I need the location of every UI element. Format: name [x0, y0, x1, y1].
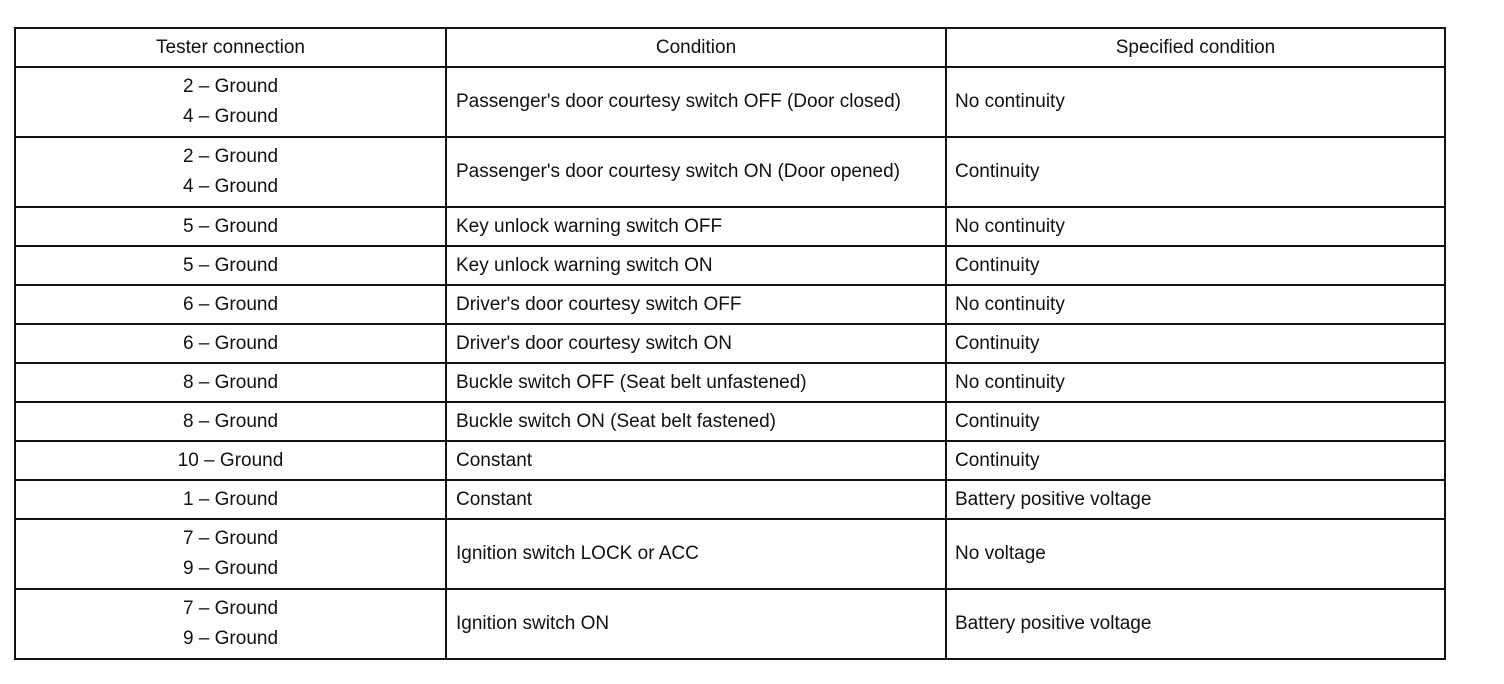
table-row — [15, 324, 1445, 363]
table-row — [15, 67, 1445, 137]
specified-condition-cell: No voltage — [946, 519, 1445, 589]
tester-connection-cell — [15, 480, 446, 519]
continuity-spec-table — [14, 27, 1446, 660]
specified-condition-cell: Battery positive voltage — [946, 589, 1445, 659]
table-row — [15, 363, 1445, 402]
tester-connection: 2 – Ground — [182, 76, 279, 97]
table-row — [15, 589, 1445, 659]
specified-condition-cell: Continuity — [946, 324, 1445, 363]
condition-cell: Key unlock warning switch ON — [446, 246, 946, 285]
condition-cell: Constant — [446, 441, 946, 480]
tester-connection: 2 – Ground — [182, 146, 279, 167]
header-condition: Condition — [446, 28, 946, 67]
tester-connection: 9 – Ground — [182, 558, 279, 579]
tester-connection: 5 – Ground — [182, 215, 279, 237]
tester-connection-cell — [15, 519, 446, 589]
tester-connection-cell — [15, 67, 446, 137]
specified-condition-cell: No continuity — [946, 207, 1445, 246]
tester-connection: 6 – Ground — [182, 293, 279, 315]
tester-connection: 5 – Ground — [182, 254, 279, 276]
tester-connection-cell — [15, 324, 446, 363]
table-row — [15, 480, 1445, 519]
tester-connection-cell — [15, 589, 446, 659]
header-specified-condition: Specified condition — [946, 28, 1445, 67]
table-row — [15, 519, 1445, 589]
tester-connection: 9 – Ground — [182, 628, 279, 649]
header-row — [15, 28, 1445, 67]
specified-condition-cell: Continuity — [946, 441, 1445, 480]
specified-condition-cell: No continuity — [946, 363, 1445, 402]
tester-connection-cell — [15, 246, 446, 285]
tester-connection: 7 – Ground — [182, 528, 279, 549]
tester-connection-cell — [15, 137, 446, 207]
tester-connection: 7 – Ground — [182, 598, 279, 619]
condition-cell: Buckle switch OFF (Seat belt unfastened) — [446, 363, 946, 402]
specified-condition-cell: No continuity — [946, 285, 1445, 324]
table-body — [15, 67, 1445, 659]
tester-connection: 4 – Ground — [182, 176, 279, 197]
condition-cell: Driver's door courtesy switch OFF — [446, 285, 946, 324]
condition-cell: Ignition switch LOCK or ACC — [446, 519, 946, 589]
tester-connection: 6 – Ground — [182, 332, 279, 354]
condition-cell: Ignition switch ON — [446, 589, 946, 659]
tester-connection: 8 – Ground — [182, 410, 279, 432]
tester-connection-cell — [15, 363, 446, 402]
specified-condition-cell: Continuity — [946, 137, 1445, 207]
condition-cell: Passenger's door courtesy switch OFF (Door closed) — [446, 67, 946, 137]
table-row — [15, 137, 1445, 207]
tester-connection-cell — [15, 207, 446, 246]
condition-cell: Driver's door courtesy switch ON — [446, 324, 946, 363]
table-row — [15, 246, 1445, 285]
inspection-sheet — [14, 27, 1444, 660]
tester-connection: 4 – Ground — [182, 106, 279, 127]
condition-cell: Passenger's door courtesy switch ON (Door opened) — [446, 137, 946, 207]
condition-cell: Constant — [446, 480, 946, 519]
header-tester-connection: Tester connection — [15, 28, 446, 67]
tester-connection-cell — [15, 402, 446, 441]
specified-condition-cell: No continuity — [946, 67, 1445, 137]
specified-condition-cell: Continuity — [946, 246, 1445, 285]
condition-cell: Key unlock warning switch OFF — [446, 207, 946, 246]
tester-connection-cell — [15, 285, 446, 324]
tester-connection: 1 – Ground — [182, 488, 279, 510]
tester-connection: 10 – Ground — [177, 449, 284, 471]
specified-condition-cell: Continuity — [946, 402, 1445, 441]
table-row — [15, 207, 1445, 246]
condition-cell: Buckle switch ON (Seat belt fastened) — [446, 402, 946, 441]
table-row — [15, 285, 1445, 324]
tester-connection-cell — [15, 441, 446, 480]
tester-connection: 8 – Ground — [182, 371, 279, 393]
specified-condition-cell: Battery positive voltage — [946, 480, 1445, 519]
table-row — [15, 441, 1445, 480]
table-row — [15, 402, 1445, 441]
table-header — [15, 28, 1445, 67]
